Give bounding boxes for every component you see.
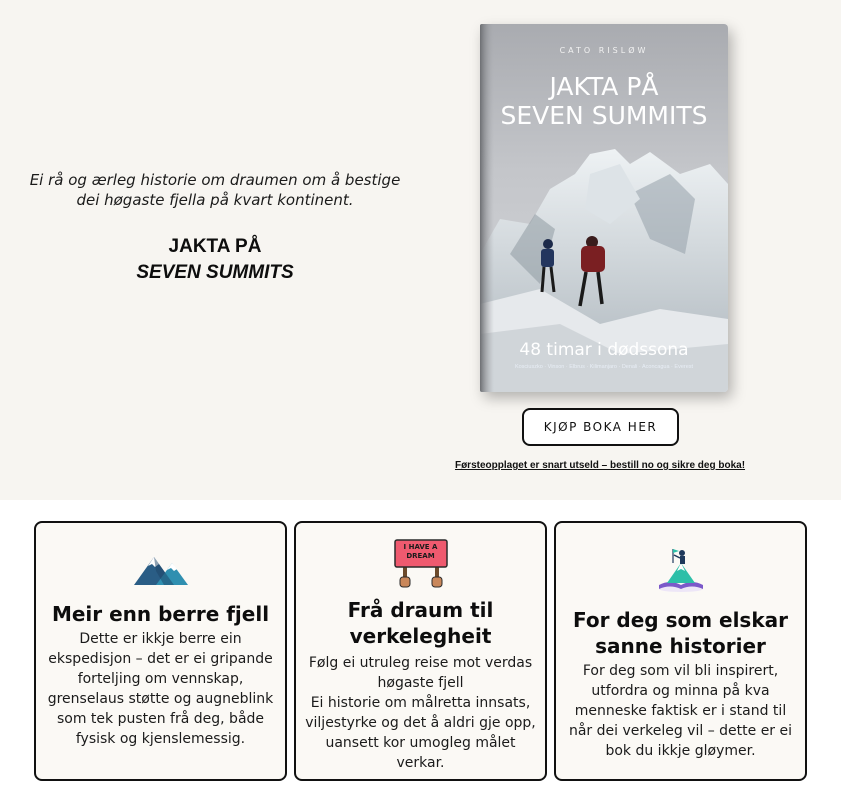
dream-sign-icon xyxy=(296,539,545,589)
hero-title-line1: JAKTA PÅ xyxy=(168,236,262,257)
book-cover-image xyxy=(480,24,728,392)
card-body-line: Ei historie om målretta innsats, viljestyrke og det å aldri gje opp, uansett kor umogleg målet verkar. xyxy=(305,695,536,771)
first-edition-notice-link[interactable]: Førsteopplaget er snart utseld – bestill no og sikre deg boka! xyxy=(454,460,746,471)
dream-sign-text: I HAVE A DREAM xyxy=(403,543,438,560)
climber-book-icon xyxy=(556,547,805,593)
book-subtitle: 48 timar i dødssona xyxy=(519,340,689,360)
card-body xyxy=(564,661,797,761)
hero-title-line2: SEVEN SUMMITS xyxy=(136,262,294,283)
book-author: CATO RISLØW xyxy=(559,46,649,55)
card-title: Frå draum til verkelegheit xyxy=(347,598,494,648)
book-title-line1: JAKTA PÅ xyxy=(549,72,659,101)
book-title-line2: SEVEN SUMMITS xyxy=(500,101,708,130)
buy-book-button[interactable]: KJØP BOKA HER xyxy=(522,408,679,446)
card-body xyxy=(304,653,537,773)
book-peaks: Kosciuszko · Vinson · Elbrus · Kilimanjaro · Denali · Aconcagua · Everest xyxy=(514,364,694,370)
feature-card-mountain xyxy=(34,521,287,781)
card-body xyxy=(44,629,277,749)
card-body-line: Dette er ikkje berre ein ekspedisjon – det er ei gripande forteljing om vennskap, grenselaus støtte og augneblink som tek pusten frå deg, både fysisk og kjenslemessig. xyxy=(47,631,274,747)
card-title: For deg som elskar sanne historier xyxy=(572,608,788,658)
book-title xyxy=(480,72,728,130)
hero-title xyxy=(20,234,410,286)
card-body-line: Følg ei utruleg reise mot verdas høgaste fjell xyxy=(308,655,533,691)
feature-card-dream xyxy=(294,521,547,781)
hero-tagline: Ei rå og ærleg historie om draumen om å bestige dei høgaste fjella på kvart kontinent. xyxy=(29,171,401,209)
card-title: Meir enn berre fjell xyxy=(51,602,270,626)
feature-card-true-stories xyxy=(554,521,807,781)
card-body-line: For deg som vil bli inspirert, utfordra og minna på kva menneske faktisk er i stand til når dei verkeleg vil – dette er ei bok du ikkje gløymer. xyxy=(568,663,793,759)
mountain-icon xyxy=(36,553,285,585)
